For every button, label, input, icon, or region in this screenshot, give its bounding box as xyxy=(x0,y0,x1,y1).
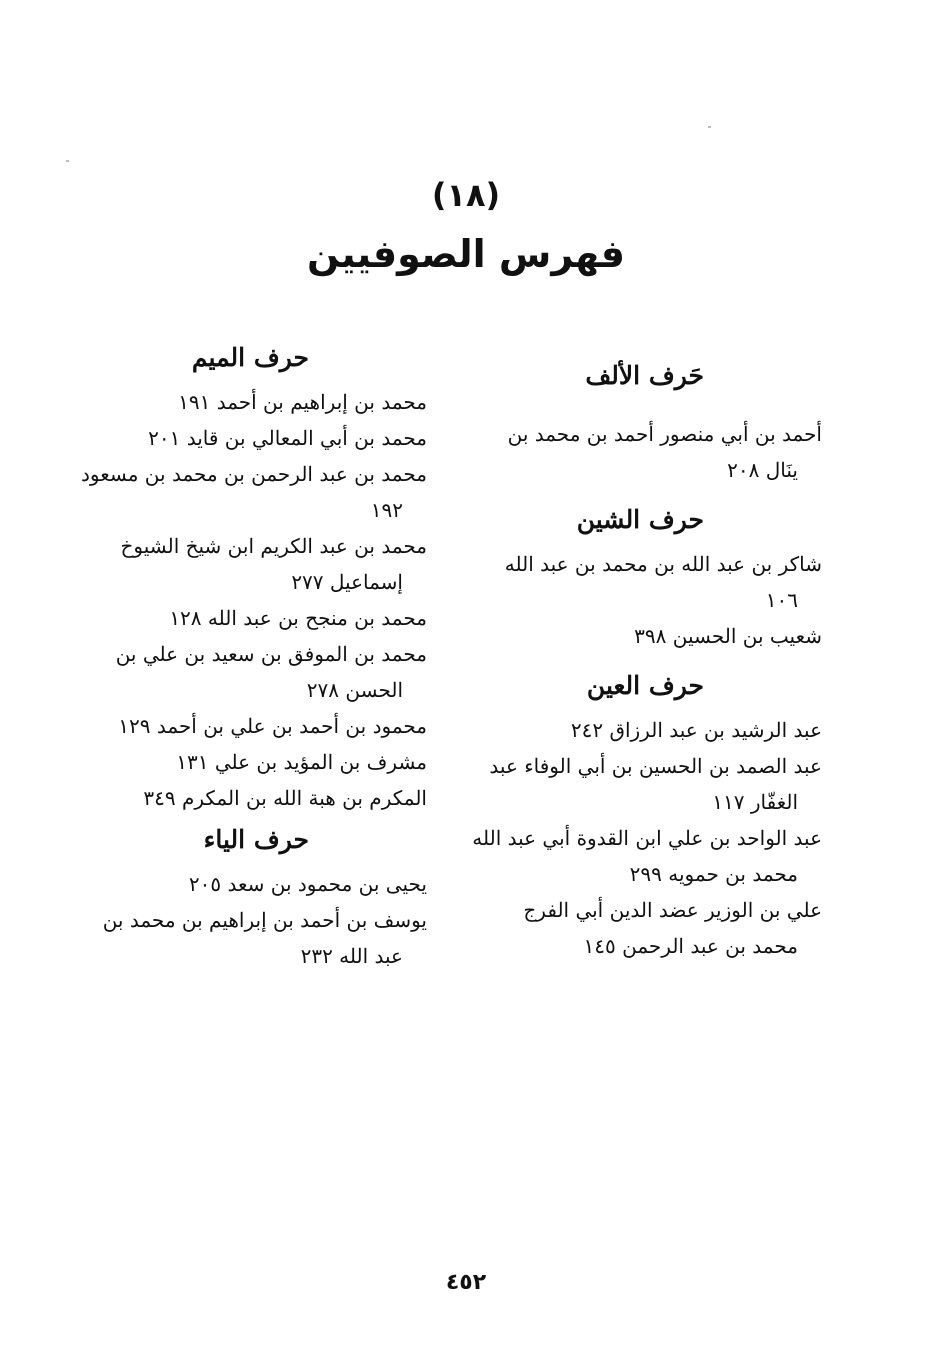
index-entry xyxy=(77,636,427,708)
right-column xyxy=(472,340,822,964)
entry-line: محمد بن إبراهيم بن أحمد ١٩١ xyxy=(178,390,427,414)
entry-continuation: الغفّار ١١٧ xyxy=(712,790,798,814)
index-entry xyxy=(472,712,822,748)
entry-line: محمود بن أحمد بن علي بن أحمد ١٢٩ xyxy=(118,714,427,738)
entry-continuation: محمد بن حمويه ٢٩٩ xyxy=(629,862,798,886)
entry-continuation: إسماعيل ٢٧٧ xyxy=(291,570,403,594)
entry-continuation: الحسن ٢٧٨ xyxy=(306,678,403,702)
entry-line: علي بن الوزير عضد الدين أبي الفرج xyxy=(523,898,822,922)
section-heading-shin: حرف الشين xyxy=(576,505,704,534)
index-entry xyxy=(77,780,427,816)
entry-line: مشرف بن المؤيد بن علي ١٣١ xyxy=(176,750,427,774)
scan-speck xyxy=(66,160,69,162)
entry-line: محمد بن عبد الرحمن بن محمد بن مسعود xyxy=(81,462,427,486)
section-heading-ya: حرف الياء xyxy=(203,825,309,854)
entry-line: محمد بن الموفق بن سعيد بن علي بن xyxy=(115,642,427,666)
index-entry xyxy=(472,546,822,618)
index-entry xyxy=(77,456,427,528)
scan-speck xyxy=(708,126,711,128)
entry-line: محمد بن أبي المعالي بن قايد ٢٠١ xyxy=(148,426,427,450)
index-entry xyxy=(77,528,427,600)
entry-line: عبد الرشيد بن عبد الرزاق ٢٤٢ xyxy=(570,718,822,742)
left-column xyxy=(77,340,427,974)
index-entry xyxy=(77,902,427,974)
section-heading-alif: حَرف الألف xyxy=(585,361,704,390)
chapter-title: فهرس الصوفيين xyxy=(307,232,625,276)
chapter-number: (١٨) xyxy=(431,176,501,214)
index-entry xyxy=(77,420,427,456)
index-entry xyxy=(77,866,427,902)
index-entry xyxy=(472,748,822,820)
entry-line: شعيب بن الحسين ٣٩٨ xyxy=(634,624,822,648)
entry-continuation: محمد بن عبد الرحمن ١٤٥ xyxy=(583,934,798,958)
entry-line: المكرم بن هبة الله بن المكرم ٣٤٩ xyxy=(143,786,427,810)
index-entry xyxy=(472,618,822,654)
index-entry xyxy=(77,384,427,420)
index-entry xyxy=(77,708,427,744)
section-heading-ain: حرف العين xyxy=(586,671,704,700)
entry-line: عبد الصمد بن الحسين بن أبي الوفاء عبد xyxy=(489,754,822,778)
entry-continuation: ينَال ٢٠٨ xyxy=(727,458,798,482)
entry-continuation: ١٠٦ xyxy=(765,588,798,612)
entry-line: أحمد بن أبي منصور أحمد بن محمد بن xyxy=(507,422,822,446)
section-heading-mim: حرف الميم xyxy=(191,343,309,372)
entry-continuation: عبد الله ٢٣٢ xyxy=(300,944,403,968)
index-entry xyxy=(77,744,427,780)
index-entry xyxy=(472,416,822,488)
index-entry xyxy=(77,600,427,636)
entry-line: يحيى بن محمود بن سعد ٢٠٥ xyxy=(188,872,427,896)
entry-line: محمد بن عبد الكريم ابن شيخ الشيوخ xyxy=(120,534,427,558)
index-entry xyxy=(472,820,822,892)
entry-line: عبد الواحد بن علي ابن القدوة أبي عبد الله xyxy=(472,826,822,850)
entry-line: محمد بن منجح بن عبد الله ١٢٨ xyxy=(169,606,427,630)
entry-line: شاكر بن عبد الله بن محمد بن عبد الله xyxy=(504,552,822,576)
entry-line: يوسف بن أحمد بن إبراهيم بن محمد بن xyxy=(102,908,427,932)
entry-continuation: ١٩٢ xyxy=(370,498,403,522)
index-entry xyxy=(472,892,822,964)
page-number: ٤٥٢ xyxy=(445,1270,487,1295)
